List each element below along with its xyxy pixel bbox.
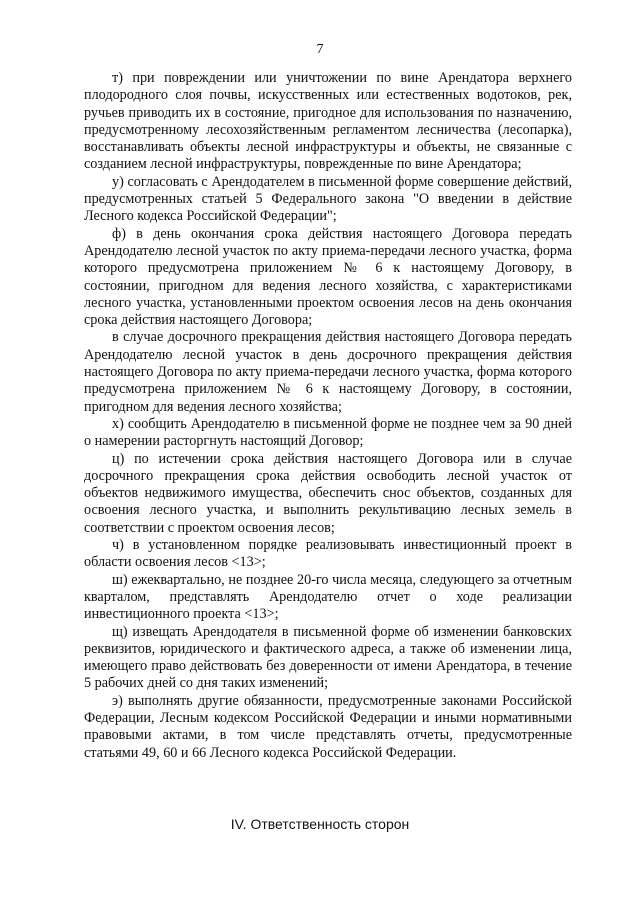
paragraph-e: э) выполнять другие обязанности, предусмотренные законами Российской Федерации, Лесным кодексом Российской Федерации и иными нормативными правовыми актами, в том числе представлять отчеты, предусмотренные статьями 49, 60 и 66 Лесного кодекса Российской Федерации.	[84, 692, 572, 761]
paragraph-t: т) при повреждении или уничтожении по вине Арендатора верхнего плодородного слоя почвы, искусственных или естественных водотоков, рек, ручьев приводить их в состояние, пригодное для использования по назначению, предусмотренному лесохозяйственным регламентом лесничества (лесопарка), восстанавливать объекты лесной инфраструктуры и объекты, не связанные с созданием лесной инфраструктуры, поврежденные по вине Арендатора;	[84, 70, 572, 173]
paragraph-kh: х) сообщить Арендодателю в письменной форме не позднее чем за 90 дней о намерении расторгнуть настоящий Договор;	[84, 415, 572, 450]
paragraph-ts: ц) по истечении срока действия настоящего Договора или в случае досрочного прекращения срока действия освободить лесной участок от объектов недвижимого имущества, обеспечить снос объектов, созданных для освоения лесного участка, и выполнить рекультивацию лесных земель в соответствии с проектом освоения лесов;	[84, 450, 572, 536]
paragraph-f: ф) в день окончания срока действия настоящего Договора передать Арендодателю лесной участок по акту приема-передачи лесного участка, форма которого предусмотрена приложением № 6 к настоящему Договору, в состоянии, пригодном для ведения лесного хозяйства, с характеристиками лесного участка, установленными проектом освоения лесов на день окончания срока действия настоящего Договора;	[84, 225, 572, 329]
page-number: 7	[316, 42, 324, 57]
paragraph-sh: ш) ежеквартально, не позднее 20-го числа месяца, следующего за отчетным кварталом, представлять Арендодателю отчет о ходе реализации инвестиционного проекта <13>;	[84, 571, 572, 623]
paragraph-ch: ч) в установленном порядке реализовывать инвестиционный проект в области освоения лесов <13>;	[84, 537, 572, 571]
paragraph-early-termination: в случае досрочного прекращения действия настоящего Договора передать Арендодателю лесной участок в день досрочного прекращения действия настоящего Договора по акту приема-передачи лесного участка, форма которого предусмотрена приложением № 6 к настоящему Договору, в состоянии, пригодном для ведения лесного хозяйства;	[84, 329, 572, 415]
paragraph-shch: щ) извещать Арендодателя в письменной форме об изменении банковских реквизитов, юридического и фактического адреса, а также об изменении лица, имеющего право действовать без доверенности от имени Арендатора, в течение 5 рабочих дней со дня таких изменений;	[84, 623, 572, 692]
document-body	[84, 70, 572, 762]
section-heading: IV. Ответственность сторон	[230, 816, 410, 832]
paragraph-u: у) согласовать с Арендодателем в письменной форме совершение действий, предусмотренных статьей 5 Федерального закона "О введении в действие Лесного кодекса Российской Федерации";	[84, 173, 572, 225]
